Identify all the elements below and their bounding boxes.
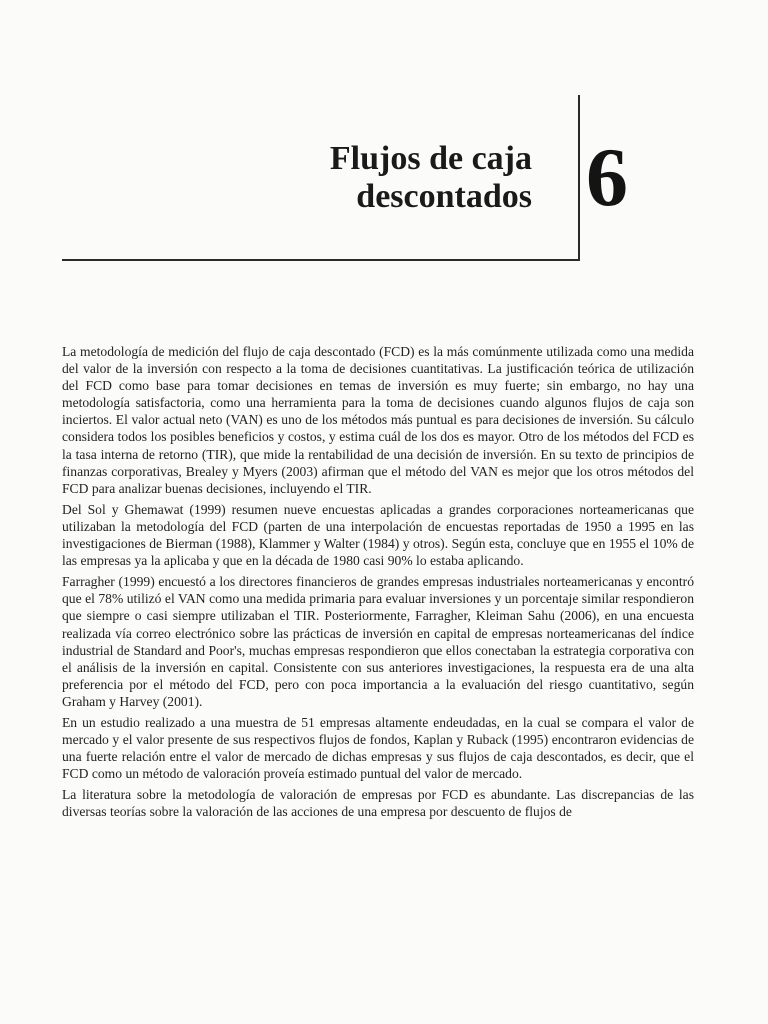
chapter-header [0,0,768,265]
horizontal-divider [62,259,580,261]
paragraph: Del Sol y Ghemawat (1999) resumen nueve encuestas aplicadas a grandes corporaciones norteamericanas que utilizaban la metodología del FCD (parten de una interpolación de encuestas reportadas de 1950 a 1995 en las investigaciones de Bierman (1988), Klammer y Walter (1984) y otros). Según esta, concluye que en 1955 el 10% de las empresas ya la aplicaba y que en la década de 1980 casi 90% lo estaba aplicando. [62,501,694,569]
paragraph: La metodología de medición del flujo de caja descontado (FCD) es la más comúnmente utilizada como una medida del valor de la inversión con respecto a la toma de decisiones cuantitativas. La justificación teórica de utilización del FCD como base para tomar decisiones en temas de inversión es muy fuerte; sin embargo, no hay una metodología satisfactoria, como una herramienta para la toma de decisiones cuando algunos flujos de caja son inciertos. El valor actual neto (VAN) es uno de los métodos más puntual es para decisiones de inversión. Su cálculo considera todos los posibles beneficios y costos, y estima cuál de los dos es mayor. Otro de los métodos del FCD es la tasa interna de retorno (TIR), que mide la rentabilidad de una decisión de inversión. En su texto de principios de finanzas corporativas, Brealey y Myers (2003) afirman que el método del VAN es mejor que los otros métodos del FCD para analizar buenas decisiones, incluyendo el TIR. [62,344,694,496]
chapter-number: 6 [586,131,628,224]
chapter-title-line-1: Flujos de caja [329,140,532,177]
body-text [62,343,694,825]
paragraph: La literatura sobre la metodología de valoración de empresas por FCD es abundante. Las discrepancias de las diversas teorías sobre la valoración de las acciones de una empresa por descuento de flujos de [62,787,694,820]
vertical-divider [578,95,580,261]
paragraph: Farragher (1999) encuestó a los directores financieros de grandes empresas industriales norteamericanas y encontró que el 78% utilizó el VAN como una medida primaria para evaluar inversiones y un porcentaje similar respondieron que siempre o casi siempre utilizaban el TIR. Posteriormente, Farragher, Kleiman Sahu (2006), en una encuesta realizada vía correo electrónico sobre las prácticas de inversión en capital de empresas norteamericanas del índice industrial de Standard and Poor's, muchas empresas respondieron que ellos conectaban la estrategia corporativa con el análisis de la inversión en capital. Consistente con sus anteriores investigaciones, la respuesta era de una alta preferencia por el método del FCD, pero con poca importancia a la evaluación del riesgo cuantitativo, según Graham y Harvey (2001). [62,574,694,709]
paragraph: En un estudio realizado a una muestra de 51 empresas altamente endeudadas, en la cual se compara el valor de mercado y el valor presente de sus respectivos flujos de fondos, Kaplan y Ruback (1995) encontraron evidencias de una fuerte relación entre el valor de mercado de dichas empresas y sus flujos de caja descontados, es decir, que el FCD como un método de valoración proveía estimado puntual del valor de mercado. [62,714,694,782]
chapter-title [330,140,532,216]
chapter-title-line-2: descontados [356,178,532,215]
